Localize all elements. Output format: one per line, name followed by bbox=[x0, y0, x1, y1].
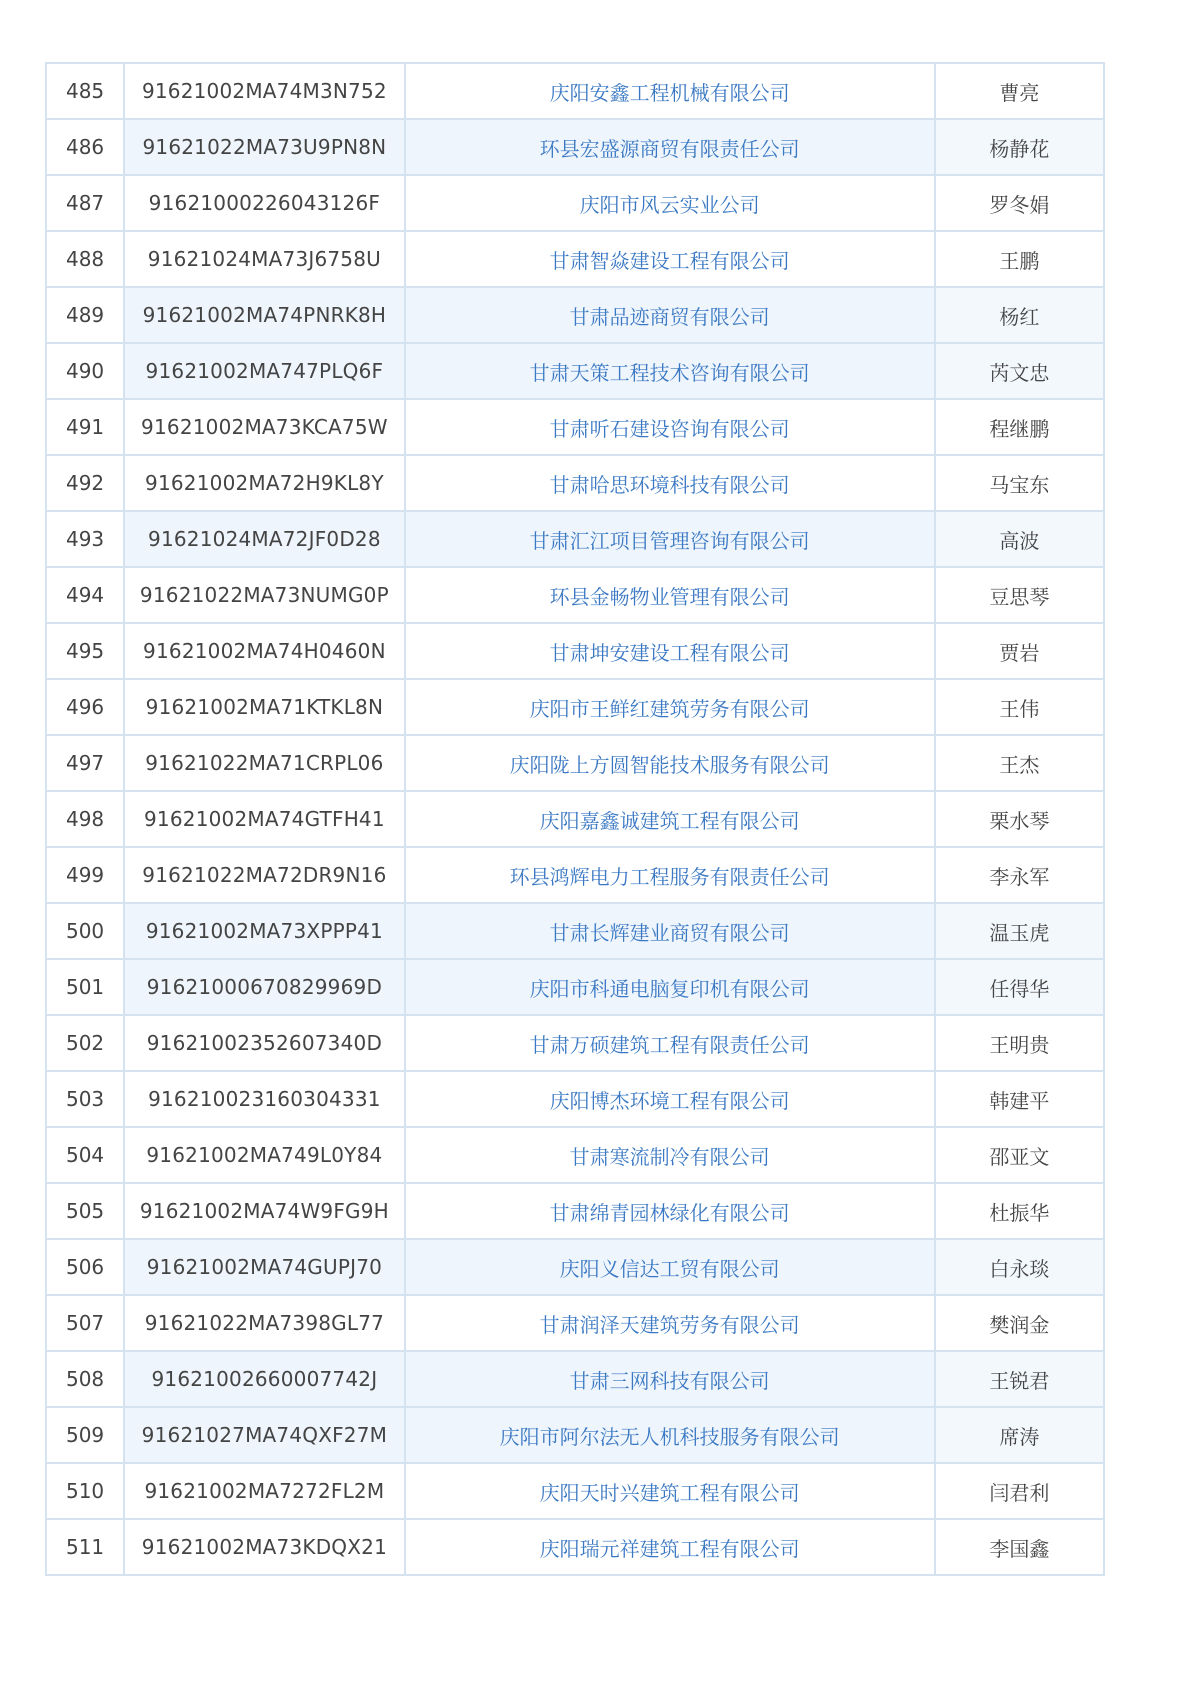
legal-representative-cell: 马宝东 bbox=[935, 455, 1104, 511]
legal-representative-cell: 杨静花 bbox=[935, 119, 1104, 175]
credit-code-cell: 91621002MA71KTKL8N bbox=[124, 679, 405, 735]
table-body bbox=[46, 63, 1104, 1575]
row-index-cell: 500 bbox=[46, 903, 124, 959]
credit-code-cell: 91621002660007742J bbox=[124, 1351, 405, 1407]
legal-representative-cell: 樊润金 bbox=[935, 1295, 1104, 1351]
credit-code-cell: 91621002MA749L0Y84 bbox=[124, 1127, 405, 1183]
table-row bbox=[46, 231, 1104, 287]
credit-code-cell: 91621022MA7398GL77 bbox=[124, 1295, 405, 1351]
row-index-cell: 506 bbox=[46, 1239, 124, 1295]
company-name-cell: 甘肃天策工程技术咨询有限公司 bbox=[405, 343, 935, 399]
table-row bbox=[46, 1463, 1104, 1519]
row-index-cell: 493 bbox=[46, 511, 124, 567]
company-name-cell: 甘肃润泽天建筑劳务有限公司 bbox=[405, 1295, 935, 1351]
company-name-cell: 甘肃万硕建筑工程有限责任公司 bbox=[405, 1015, 935, 1071]
credit-code-cell: 91621024MA73J6758U bbox=[124, 231, 405, 287]
legal-representative-cell: 闫君利 bbox=[935, 1463, 1104, 1519]
legal-representative-cell: 邵亚文 bbox=[935, 1127, 1104, 1183]
table-row bbox=[46, 455, 1104, 511]
table-row bbox=[46, 735, 1104, 791]
company-name-cell: 庆阳瑞元祥建筑工程有限公司 bbox=[405, 1519, 935, 1575]
credit-code-cell: 91621002MA72H9KL8Y bbox=[124, 455, 405, 511]
table-row bbox=[46, 623, 1104, 679]
company-name-cell: 庆阳市科通电脑复印机有限公司 bbox=[405, 959, 935, 1015]
credit-code-cell: 91621002MA74H0460N bbox=[124, 623, 405, 679]
legal-representative-cell: 王明贵 bbox=[935, 1015, 1104, 1071]
company-name-cell: 甘肃品迹商贸有限公司 bbox=[405, 287, 935, 343]
company-name-cell: 环县宏盛源商贸有限责任公司 bbox=[405, 119, 935, 175]
row-index-cell: 489 bbox=[46, 287, 124, 343]
row-index-cell: 496 bbox=[46, 679, 124, 735]
table-row bbox=[46, 1351, 1104, 1407]
row-index-cell: 485 bbox=[46, 63, 124, 119]
credit-code-cell: 91621002MA73XPPP41 bbox=[124, 903, 405, 959]
credit-code-cell: 91621002MA747PLQ6F bbox=[124, 343, 405, 399]
legal-representative-cell: 栗水琴 bbox=[935, 791, 1104, 847]
row-index-cell: 499 bbox=[46, 847, 124, 903]
row-index-cell: 503 bbox=[46, 1071, 124, 1127]
row-index-cell: 491 bbox=[46, 399, 124, 455]
company-name-cell: 甘肃坤安建设工程有限公司 bbox=[405, 623, 935, 679]
table-row bbox=[46, 679, 1104, 735]
company-name-cell: 庆阳市王鲜红建筑劳务有限公司 bbox=[405, 679, 935, 735]
legal-representative-cell: 王锐君 bbox=[935, 1351, 1104, 1407]
table-row bbox=[46, 343, 1104, 399]
legal-representative-cell: 杨红 bbox=[935, 287, 1104, 343]
legal-representative-cell: 王伟 bbox=[935, 679, 1104, 735]
company-name-cell: 甘肃听石建设咨询有限公司 bbox=[405, 399, 935, 455]
legal-representative-cell: 温玉虎 bbox=[935, 903, 1104, 959]
legal-representative-cell: 高波 bbox=[935, 511, 1104, 567]
credit-code-cell: 91621002MA74GTFH41 bbox=[124, 791, 405, 847]
row-index-cell: 508 bbox=[46, 1351, 124, 1407]
credit-code-cell: 91621002MA74GUPJ70 bbox=[124, 1239, 405, 1295]
legal-representative-cell: 贾岩 bbox=[935, 623, 1104, 679]
legal-representative-cell: 豆思琴 bbox=[935, 567, 1104, 623]
table-row bbox=[46, 1127, 1104, 1183]
company-name-cell: 甘肃智焱建设工程有限公司 bbox=[405, 231, 935, 287]
row-index-cell: 504 bbox=[46, 1127, 124, 1183]
company-name-cell: 庆阳义信达工贸有限公司 bbox=[405, 1239, 935, 1295]
row-index-cell: 505 bbox=[46, 1183, 124, 1239]
row-index-cell: 497 bbox=[46, 735, 124, 791]
company-name-cell: 甘肃长辉建业商贸有限公司 bbox=[405, 903, 935, 959]
row-index-cell: 507 bbox=[46, 1295, 124, 1351]
table-row bbox=[46, 847, 1104, 903]
credit-code-cell: 91621022MA73NUMG0P bbox=[124, 567, 405, 623]
company-name-cell: 庆阳市阿尔法无人机科技服务有限公司 bbox=[405, 1407, 935, 1463]
legal-representative-cell: 程继鹏 bbox=[935, 399, 1104, 455]
credit-code-cell: 91621000670829969D bbox=[124, 959, 405, 1015]
credit-code-cell: 91621002MA73KCA75W bbox=[124, 399, 405, 455]
row-index-cell: 486 bbox=[46, 119, 124, 175]
table-row bbox=[46, 63, 1104, 119]
credit-code-cell: 91621000226043126F bbox=[124, 175, 405, 231]
credit-code-cell: 91621002352607340D bbox=[124, 1015, 405, 1071]
row-index-cell: 488 bbox=[46, 231, 124, 287]
company-name-cell: 甘肃三网科技有限公司 bbox=[405, 1351, 935, 1407]
company-list-table-container bbox=[45, 62, 1105, 1576]
company-name-cell: 环县鸿辉电力工程服务有限责任公司 bbox=[405, 847, 935, 903]
legal-representative-cell: 韩建平 bbox=[935, 1071, 1104, 1127]
row-index-cell: 501 bbox=[46, 959, 124, 1015]
legal-representative-cell: 席涛 bbox=[935, 1407, 1104, 1463]
company-name-cell: 甘肃绵青园林绿化有限公司 bbox=[405, 1183, 935, 1239]
legal-representative-cell: 罗冬娟 bbox=[935, 175, 1104, 231]
credit-code-cell: 91621002MA74PNRK8H bbox=[124, 287, 405, 343]
table-row bbox=[46, 1015, 1104, 1071]
row-index-cell: 498 bbox=[46, 791, 124, 847]
company-name-cell: 庆阳博杰环境工程有限公司 bbox=[405, 1071, 935, 1127]
table-row bbox=[46, 959, 1104, 1015]
table-row bbox=[46, 1239, 1104, 1295]
credit-code-cell: 91621022MA72DR9N16 bbox=[124, 847, 405, 903]
row-index-cell: 490 bbox=[46, 343, 124, 399]
company-name-cell: 庆阳嘉鑫诚建筑工程有限公司 bbox=[405, 791, 935, 847]
legal-representative-cell: 杜振华 bbox=[935, 1183, 1104, 1239]
company-name-cell: 环县金畅物业管理有限公司 bbox=[405, 567, 935, 623]
company-name-cell: 庆阳陇上方圆智能技术服务有限公司 bbox=[405, 735, 935, 791]
table-row bbox=[46, 1183, 1104, 1239]
table-row bbox=[46, 1519, 1104, 1575]
company-name-cell: 庆阳市风云实业公司 bbox=[405, 175, 935, 231]
credit-code-cell: 91621002MA74W9FG9H bbox=[124, 1183, 405, 1239]
row-index-cell: 487 bbox=[46, 175, 124, 231]
row-index-cell: 495 bbox=[46, 623, 124, 679]
table-row bbox=[46, 791, 1104, 847]
company-name-cell: 甘肃汇江项目管理咨询有限公司 bbox=[405, 511, 935, 567]
table-row bbox=[46, 287, 1104, 343]
table-row bbox=[46, 175, 1104, 231]
row-index-cell: 492 bbox=[46, 455, 124, 511]
company-name-cell: 甘肃哈思环境科技有限公司 bbox=[405, 455, 935, 511]
credit-code-cell: 916210023160304331 bbox=[124, 1071, 405, 1127]
credit-code-cell: 91621022MA71CRPL06 bbox=[124, 735, 405, 791]
credit-code-cell: 91621002MA73KDQX21 bbox=[124, 1519, 405, 1575]
row-index-cell: 510 bbox=[46, 1463, 124, 1519]
row-index-cell: 509 bbox=[46, 1407, 124, 1463]
credit-code-cell: 91621024MA72JF0D28 bbox=[124, 511, 405, 567]
legal-representative-cell: 王鹏 bbox=[935, 231, 1104, 287]
row-index-cell: 511 bbox=[46, 1519, 124, 1575]
table-row bbox=[46, 1407, 1104, 1463]
legal-representative-cell: 李国鑫 bbox=[935, 1519, 1104, 1575]
table-row bbox=[46, 399, 1104, 455]
credit-code-cell: 91621027MA74QXF27M bbox=[124, 1407, 405, 1463]
legal-representative-cell: 曹亮 bbox=[935, 63, 1104, 119]
legal-representative-cell: 芮文忠 bbox=[935, 343, 1104, 399]
legal-representative-cell: 王杰 bbox=[935, 735, 1104, 791]
table-row bbox=[46, 511, 1104, 567]
company-name-cell: 庆阳安鑫工程机械有限公司 bbox=[405, 63, 935, 119]
credit-code-cell: 91621002MA74M3N752 bbox=[124, 63, 405, 119]
table-row bbox=[46, 567, 1104, 623]
company-name-cell: 庆阳天时兴建筑工程有限公司 bbox=[405, 1463, 935, 1519]
legal-representative-cell: 任得华 bbox=[935, 959, 1104, 1015]
credit-code-cell: 91621002MA7272FL2M bbox=[124, 1463, 405, 1519]
table-row bbox=[46, 119, 1104, 175]
legal-representative-cell: 李永军 bbox=[935, 847, 1104, 903]
table-row bbox=[46, 1071, 1104, 1127]
credit-code-cell: 91621022MA73U9PN8N bbox=[124, 119, 405, 175]
table-row bbox=[46, 1295, 1104, 1351]
company-name-cell: 甘肃寒流制冷有限公司 bbox=[405, 1127, 935, 1183]
row-index-cell: 494 bbox=[46, 567, 124, 623]
row-index-cell: 502 bbox=[46, 1015, 124, 1071]
table-row bbox=[46, 903, 1104, 959]
company-list-table bbox=[45, 62, 1105, 1576]
legal-representative-cell: 白永琰 bbox=[935, 1239, 1104, 1295]
